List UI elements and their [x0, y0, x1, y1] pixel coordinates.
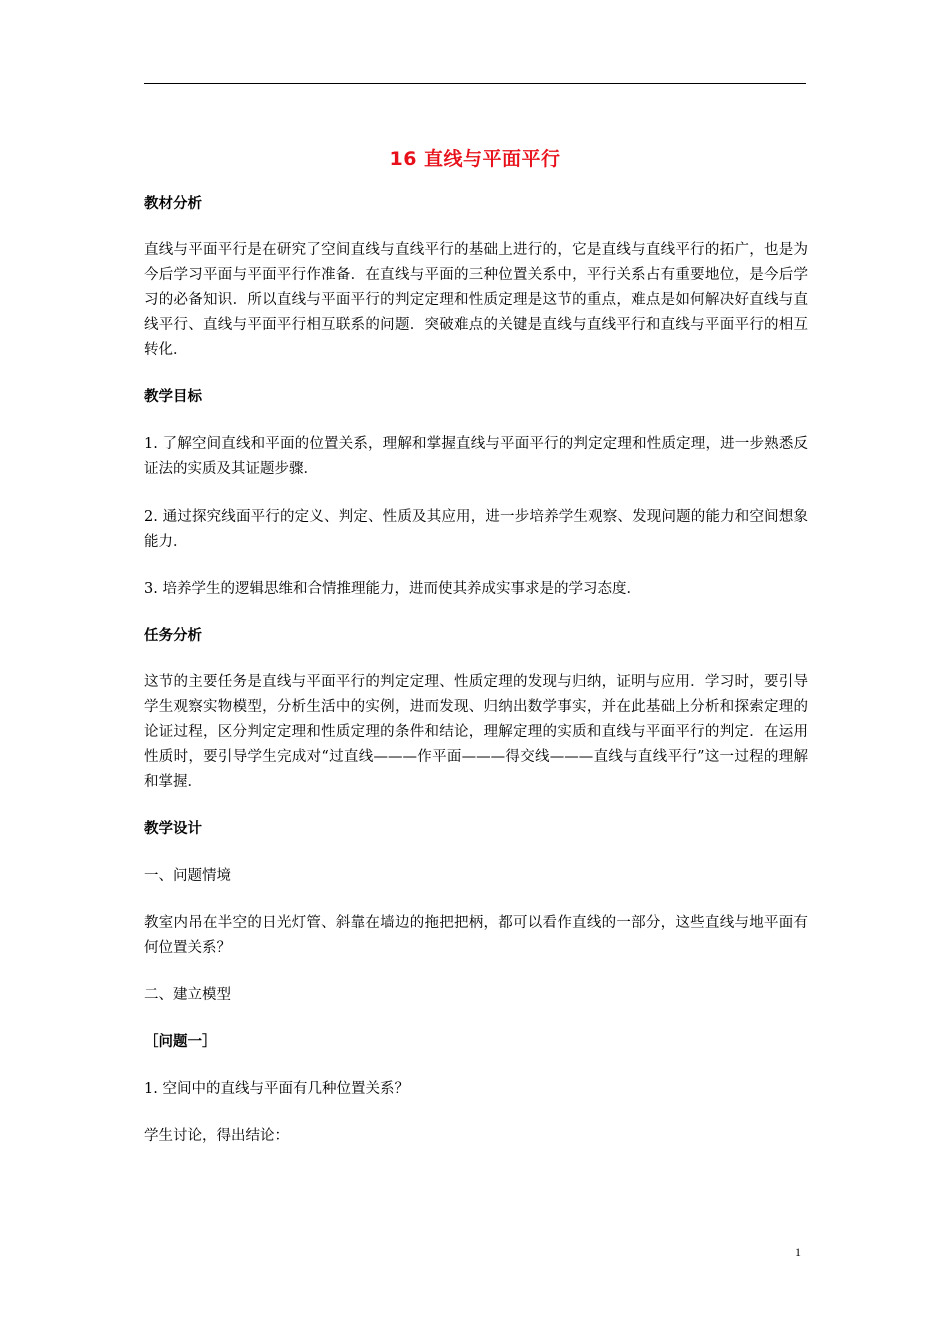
discussion-line: 学生讨论，得出结论：: [144, 1128, 289, 1144]
section-heading-analysis: 教材分析: [144, 196, 202, 212]
goal-item-1: 1. 了解空间直线和平面的位置关系，理解和掌握直线与平面平行的判定定理和性质定理，进一步熟悉反证法的实质及其证题步骤．: [144, 436, 808, 477]
goal-item-2: 2. 通过探究线面平行的定义、判定、性质及其应用，进一步培养学生观察、发现问题的能力和空间想象能力．: [144, 509, 808, 550]
analysis-paragraph: 直线与平面平行是在研究了空间直线与直线平行的基础上进行的，它是直线与直线平行的拓广，也是为今后学习平面与平面平行作准备．在直线与平面的三种位置关系中，平行关系占有重要地位，是今后学习的必备知识．所以直线与平面平行的判定定理和性质定理是这节的重点，难点是如何解决好直线与直线平行、直线与平面平行相互联系的问题．突破难点的关键是直线与直线平行和直线与平面平行的相互转化．: [144, 242, 808, 358]
page-title: 16 直线与平面平行: [389, 148, 561, 170]
task-paragraph: 这节的主要任务是直线与平面平行的判定定理、性质定理的发现与归纳，证明与应用．学习时，要引导学生观察实物模型，分析生活中的实例，进而发现、归纳出数学事实，并在此基础上分析和探索定理的论证过程，区分判定定理和性质定理的条件和结论，理解定理的实质和直线与平面平行的判定．在运用性质时，要引导学生完成对“过直线———作平面———得交线———直线与直线平行”这一过程的理解和掌握．: [144, 674, 808, 790]
question-item-1: 1. 空间中的直线与平面有几种位置关系？: [144, 1081, 409, 1097]
header-rule: [144, 83, 806, 84]
problem-situation-paragraph: 教室内吊在半空的日光灯管、斜靠在墙边的拖把把柄，都可以看作直线的一部分，这些直线与地平面有何位置关系？: [144, 915, 808, 956]
step-heading-problem-situation: 一、问题情境: [144, 868, 231, 884]
section-heading-design: 教学设计: [144, 821, 202, 837]
question-label: ［问题一］: [144, 1034, 217, 1050]
section-heading-goals: 教学目标: [144, 389, 202, 405]
page-number: 1: [795, 1245, 801, 1259]
step-heading-build-model: 二、建立模型: [144, 987, 231, 1003]
goal-item-3: 3. 培养学生的逻辑思维和合情推理能力，进而使其养成实事求是的学习态度．: [144, 581, 641, 597]
section-heading-task: 任务分析: [144, 628, 202, 644]
